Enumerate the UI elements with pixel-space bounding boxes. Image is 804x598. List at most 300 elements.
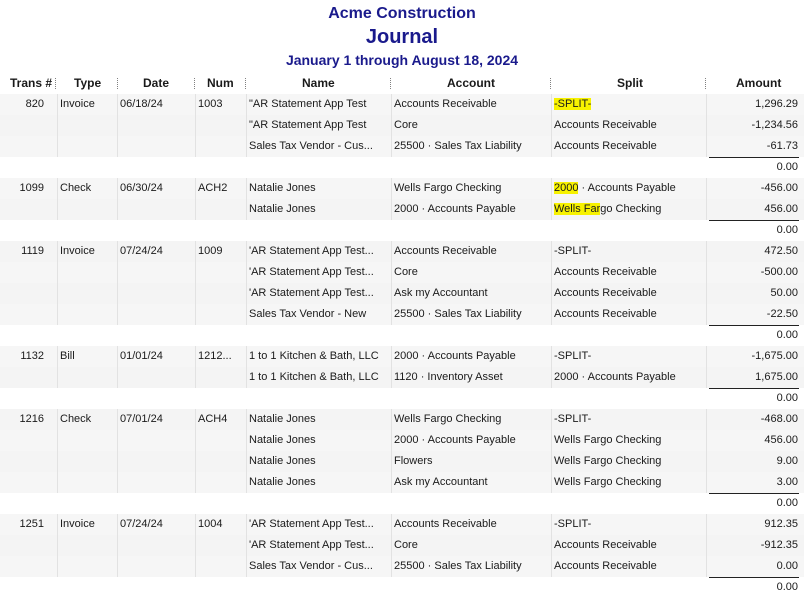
cell-account: Accounts Receivable: [394, 98, 497, 110]
column-divider: [57, 430, 58, 451]
column-divider: [706, 409, 707, 430]
column-divider: [391, 262, 392, 283]
cell-account: Ask my Accountant: [394, 287, 488, 299]
cell-amount: -1,234.56: [751, 119, 798, 131]
cell-num: ACH4: [198, 413, 228, 425]
column-divider: [706, 304, 707, 325]
cell-account: 25500 · Sales Tax Liability: [394, 140, 522, 152]
column-divider: [706, 430, 707, 451]
column-divider: [57, 304, 58, 325]
column-divider: [391, 472, 392, 493]
cell-amount: 912.35: [764, 518, 798, 530]
cell-type: [60, 556, 115, 577]
table-row[interactable]: [0, 178, 804, 199]
cell-date: 07/24/24: [120, 518, 163, 530]
table-row[interactable]: [0, 451, 804, 472]
transaction-total-row[interactable]: [0, 577, 804, 598]
column-divider: [391, 94, 392, 115]
cell-type: Invoice: [60, 518, 95, 530]
cell-num: [198, 304, 243, 325]
cell-account: Accounts Receivable: [394, 245, 497, 257]
column-divider: [117, 304, 118, 325]
cell-num: [198, 115, 243, 136]
cell-num: ACH2: [198, 182, 228, 194]
cell-trans-number: 1216: [19, 413, 44, 425]
cell-trans-number: 1251: [19, 518, 44, 530]
transaction-total-row[interactable]: [0, 157, 804, 178]
cell-type: [60, 283, 115, 304]
column-divider: [57, 262, 58, 283]
cell-num: 1003: [198, 98, 223, 110]
column-divider: [195, 304, 196, 325]
cell-split: -SPLIT-: [554, 350, 592, 362]
cell-date: [120, 283, 192, 304]
column-divider: [117, 451, 118, 472]
column-divider: [117, 535, 118, 556]
column-divider: [57, 346, 58, 367]
cell-split: -SPLIT-: [554, 518, 592, 530]
split-text-rest: go Checking: [600, 203, 662, 215]
column-divider: [551, 346, 552, 367]
cell-date: [120, 535, 192, 556]
cell-split: Accounts Receivable: [554, 560, 657, 572]
transaction-total-row[interactable]: [0, 493, 804, 514]
cell-name: Natalie Jones: [249, 434, 316, 446]
cell-type: Bill: [60, 350, 75, 362]
cell-date: 06/18/24: [120, 98, 163, 110]
column-divider: [706, 136, 707, 157]
column-divider: [117, 346, 118, 367]
column-divider: [706, 535, 707, 556]
cell-total-amount: 0.00: [776, 581, 798, 593]
transaction-total-row[interactable]: [0, 388, 804, 409]
column-divider: [57, 283, 58, 304]
cell-date: [120, 472, 192, 493]
column-divider: [551, 304, 552, 325]
column-divider: [195, 178, 196, 199]
cell-account: Core: [394, 119, 418, 131]
column-divider: [57, 472, 58, 493]
cell-type: [60, 199, 115, 220]
cell-type: [60, 115, 115, 136]
cell-name: Natalie Jones: [249, 476, 316, 488]
cell-date: [120, 304, 192, 325]
table-row[interactable]: [0, 346, 804, 367]
column-header-date[interactable]: Date: [143, 76, 170, 90]
cell-num: [198, 556, 243, 577]
cell-date: 07/01/24: [120, 413, 163, 425]
report-title: Journal: [365, 26, 439, 48]
column-divider: [117, 136, 118, 157]
cell-amount: 472.50: [764, 245, 798, 257]
column-divider: [706, 346, 707, 367]
cell-account: 25500 · Sales Tax Liability: [394, 308, 522, 320]
cell-split: Accounts Receivable: [554, 308, 657, 320]
cell-type: Check: [60, 413, 92, 425]
cell-amount: -61.73: [766, 140, 798, 152]
column-divider: [706, 451, 707, 472]
column-divider: [57, 451, 58, 472]
column-divider: [391, 178, 392, 199]
cell-amount: 1,675.00: [755, 371, 798, 383]
column-divider: [57, 535, 58, 556]
table-row[interactable]: [0, 94, 804, 115]
cell-split: Wells Fargo Checking: [554, 455, 662, 467]
cell-trans-number: [4, 199, 44, 220]
column-divider: [551, 430, 552, 451]
cell-type: [60, 451, 115, 472]
cell-account: 25500 · Sales Tax Liability: [394, 560, 522, 572]
cell-type: Check: [60, 182, 92, 194]
cell-date: [120, 556, 192, 577]
cell-account: Core: [394, 539, 418, 551]
cell-account: 2000 · Accounts Payable: [394, 350, 516, 362]
cell-split: Accounts Receivable: [554, 119, 657, 131]
column-divider: [706, 367, 707, 388]
column-divider: [706, 556, 707, 577]
column-divider: [117, 199, 118, 220]
cell-name: 1 to 1 Kitchen & Bath, LLC: [249, 350, 379, 362]
column-divider: [391, 241, 392, 262]
cell-trans-number: [4, 451, 44, 472]
cell-trans-number: [4, 556, 44, 577]
column-divider: [195, 556, 196, 577]
column-divider: [117, 514, 118, 535]
cell-date: 06/30/24: [120, 182, 163, 194]
column-divider: [706, 94, 707, 115]
cell-type: [60, 430, 115, 451]
column-divider: [117, 283, 118, 304]
column-divider: [246, 241, 247, 262]
cell-split: Accounts Receivable: [554, 140, 657, 152]
cell-split: Accounts Receivable: [554, 266, 657, 278]
column-divider: [551, 409, 552, 430]
cell-date: 07/24/24: [120, 245, 163, 257]
cell-type: Invoice: [60, 245, 95, 257]
column-resize-handle[interactable]: [194, 78, 197, 89]
table-row[interactable]: [0, 367, 804, 388]
cell-trans-number: [4, 262, 44, 283]
cell-trans-number: 820: [25, 98, 44, 110]
column-divider: [551, 136, 552, 157]
column-divider: [391, 199, 392, 220]
column-divider: [195, 283, 196, 304]
cell-account: 2000 · Accounts Payable: [394, 434, 516, 446]
column-divider: [391, 409, 392, 430]
cell-amount: -500.00: [760, 266, 798, 278]
column-resize-handle[interactable]: [390, 78, 393, 89]
cell-name: Sales Tax Vendor - Cus...: [249, 560, 373, 572]
cell-trans-number: [4, 535, 44, 556]
column-resize-handle[interactable]: [705, 78, 708, 89]
cell-total-amount: 0.00: [776, 497, 798, 509]
cell-split: -SPLIT-: [554, 413, 592, 425]
cell-date: 01/01/24: [120, 350, 163, 362]
table-row[interactable]: [0, 535, 804, 556]
cell-date: [120, 430, 192, 451]
column-header-split[interactable]: Split: [617, 76, 643, 90]
cell-account: Core: [394, 266, 418, 278]
table-row[interactable]: [0, 136, 804, 157]
cell-amount: -22.50: [766, 308, 798, 320]
column-divider: [117, 367, 118, 388]
cell-total-amount: 0.00: [776, 224, 798, 236]
cell-account: Wells Fargo Checking: [394, 413, 502, 425]
cell-num: [198, 430, 243, 451]
column-divider: [195, 367, 196, 388]
cell-split: Wells Fargo Checking: [554, 434, 662, 446]
cell-num: [198, 262, 243, 283]
column-divider: [117, 262, 118, 283]
cell-amount: -912.35: [760, 539, 798, 551]
column-divider: [246, 94, 247, 115]
column-divider: [195, 535, 196, 556]
column-divider: [706, 241, 707, 262]
cell-split: [554, 199, 704, 220]
cell-num: 1004: [198, 518, 223, 530]
cell-type: [60, 304, 115, 325]
table-row[interactable]: [0, 115, 804, 136]
column-divider: [246, 451, 247, 472]
column-divider: [551, 199, 552, 220]
cell-amount: -468.00: [760, 413, 798, 425]
cell-name: Natalie Jones: [249, 413, 316, 425]
column-divider: [117, 115, 118, 136]
cell-trans-number: [4, 367, 44, 388]
column-divider: [195, 262, 196, 283]
cell-type: [60, 262, 115, 283]
cell-date: [120, 451, 192, 472]
column-divider: [706, 199, 707, 220]
column-divider: [391, 136, 392, 157]
column-divider: [195, 115, 196, 136]
cell-trans-number: [4, 430, 44, 451]
table-row[interactable]: [0, 241, 804, 262]
column-divider: [195, 94, 196, 115]
table-row[interactable]: [0, 556, 804, 577]
cell-type: [60, 136, 115, 157]
table-row[interactable]: [0, 472, 804, 493]
column-divider: [246, 304, 247, 325]
transaction-total-row[interactable]: [0, 325, 804, 346]
cell-num: 1212...: [198, 350, 232, 362]
cell-name: Natalie Jones: [249, 182, 316, 194]
table-row[interactable]: [0, 514, 804, 535]
cell-trans-number: [4, 115, 44, 136]
cell-date: [120, 367, 192, 388]
column-divider: [706, 178, 707, 199]
cell-type: [60, 535, 115, 556]
column-divider: [57, 556, 58, 577]
column-divider: [246, 409, 247, 430]
cell-split: Accounts Receivable: [554, 287, 657, 299]
cell-num: [198, 367, 243, 388]
table-row[interactable]: [0, 262, 804, 283]
highlighted-split-text: 2000: [554, 182, 579, 194]
column-divider: [246, 367, 247, 388]
cell-num: [198, 451, 243, 472]
column-divider: [391, 430, 392, 451]
column-divider: [195, 346, 196, 367]
column-header-trans[interactable]: Trans #: [10, 76, 53, 90]
column-divider: [391, 451, 392, 472]
cell-amount: 456.00: [764, 203, 798, 215]
cell-name: 'AR Statement App Test...: [249, 266, 374, 278]
report-date-range: January 1 through August 18, 2024: [285, 52, 519, 68]
column-divider: [57, 94, 58, 115]
column-divider: [391, 535, 392, 556]
cell-num: [198, 283, 243, 304]
cell-account: Flowers: [394, 455, 433, 467]
table-row[interactable]: [0, 430, 804, 451]
cell-name: Sales Tax Vendor - Cus...: [249, 140, 373, 152]
cell-trans-number: [4, 136, 44, 157]
cell-name: "AR Statement App Test: [249, 98, 367, 110]
highlighted-split-text: Wells Far: [554, 203, 601, 215]
cell-trans-number: [4, 283, 44, 304]
cell-account: 2000 · Accounts Payable: [394, 203, 516, 215]
cell-split: Wells Fargo Checking: [554, 476, 662, 488]
column-divider: [195, 241, 196, 262]
column-divider: [57, 367, 58, 388]
cell-name: Natalie Jones: [249, 203, 316, 215]
column-divider: [195, 451, 196, 472]
column-divider: [246, 199, 247, 220]
cell-total-amount: 0.00: [776, 329, 798, 341]
column-divider: [551, 115, 552, 136]
column-divider: [57, 241, 58, 262]
cell-split: [554, 94, 704, 115]
column-divider: [117, 556, 118, 577]
column-divider: [246, 115, 247, 136]
cell-amount: -456.00: [760, 182, 798, 194]
column-divider: [551, 262, 552, 283]
cell-date: [120, 199, 192, 220]
table-row[interactable]: [0, 199, 804, 220]
column-header-amount[interactable]: Amount: [736, 76, 782, 90]
column-divider: [195, 199, 196, 220]
cell-date: [120, 262, 192, 283]
cell-num: [198, 199, 243, 220]
cell-date: [120, 136, 192, 157]
column-divider: [551, 451, 552, 472]
column-divider: [246, 283, 247, 304]
column-divider: [195, 514, 196, 535]
column-header-num[interactable]: Num: [207, 76, 234, 90]
cell-date: [120, 115, 192, 136]
cell-amount: 1,296.29: [755, 98, 798, 110]
cell-num: 1009: [198, 245, 223, 257]
cell-trans-number: 1099: [19, 182, 44, 194]
cell-type: [60, 367, 115, 388]
cell-name: 1 to 1 Kitchen & Bath, LLC: [249, 371, 379, 383]
cell-name: Sales Tax Vendor - New: [249, 308, 367, 320]
column-divider: [551, 556, 552, 577]
column-resize-handle[interactable]: [117, 78, 120, 89]
column-divider: [391, 556, 392, 577]
column-resize-handle[interactable]: [550, 78, 553, 89]
column-resize-handle[interactable]: [55, 78, 58, 89]
column-divider: [391, 115, 392, 136]
column-divider: [551, 535, 552, 556]
column-divider: [246, 136, 247, 157]
column-divider: [246, 262, 247, 283]
table-row[interactable]: [0, 283, 804, 304]
column-divider: [706, 472, 707, 493]
column-header-account[interactable]: Account: [447, 76, 495, 90]
split-text-rest: · Accounts Payable: [578, 182, 676, 194]
cell-num: [198, 472, 243, 493]
journal-rows: [0, 94, 804, 598]
column-divider: [706, 115, 707, 136]
cell-name: Natalie Jones: [249, 455, 316, 467]
column-divider: [706, 514, 707, 535]
cell-num: [198, 136, 243, 157]
cell-amount: 9.00: [776, 455, 798, 467]
transaction-total-row[interactable]: [0, 220, 804, 241]
column-divider: [391, 346, 392, 367]
cell-name: 'AR Statement App Test...: [249, 245, 374, 257]
cell-type: [60, 472, 115, 493]
cell-name: 'AR Statement App Test...: [249, 287, 374, 299]
cell-split: 2000 · Accounts Payable: [554, 371, 676, 383]
column-divider: [57, 199, 58, 220]
column-divider: [551, 283, 552, 304]
column-divider: [246, 178, 247, 199]
cell-total-amount: 0.00: [776, 161, 798, 173]
cell-trans-number: [4, 472, 44, 493]
cell-name: 'AR Statement App Test...: [249, 539, 374, 551]
company-name: Acme Construction: [328, 5, 476, 22]
column-divider: [195, 430, 196, 451]
column-divider: [551, 241, 552, 262]
cell-amount: 456.00: [764, 434, 798, 446]
cell-name: "AR Statement App Test: [249, 119, 367, 131]
cell-num: [198, 535, 243, 556]
cell-amount: 3.00: [776, 476, 798, 488]
column-divider: [57, 514, 58, 535]
column-header-name[interactable]: Name: [302, 76, 335, 90]
column-divider: [57, 409, 58, 430]
cell-split: Accounts Receivable: [554, 539, 657, 551]
table-row[interactable]: [0, 409, 804, 430]
cell-amount: -1,675.00: [751, 350, 798, 362]
cell-account: 1120 · Inventory Asset: [394, 371, 503, 383]
column-divider: [117, 94, 118, 115]
column-divider: [57, 136, 58, 157]
column-divider: [551, 367, 552, 388]
column-divider: [57, 115, 58, 136]
column-divider: [195, 136, 196, 157]
column-resize-handle[interactable]: [245, 78, 248, 89]
column-divider: [117, 178, 118, 199]
column-divider: [117, 241, 118, 262]
cell-split: -SPLIT-: [554, 245, 592, 257]
column-divider: [391, 283, 392, 304]
cell-total-amount: 0.00: [776, 392, 798, 404]
column-header-row: [0, 73, 804, 95]
cell-trans-number: [4, 304, 44, 325]
column-divider: [551, 94, 552, 115]
cell-account: Accounts Receivable: [394, 518, 497, 530]
cell-trans-number: 1119: [21, 245, 44, 257]
cell-split: [554, 178, 704, 199]
table-row[interactable]: [0, 304, 804, 325]
column-header-type[interactable]: Type: [74, 76, 102, 90]
column-divider: [246, 472, 247, 493]
column-divider: [706, 283, 707, 304]
column-divider: [391, 367, 392, 388]
